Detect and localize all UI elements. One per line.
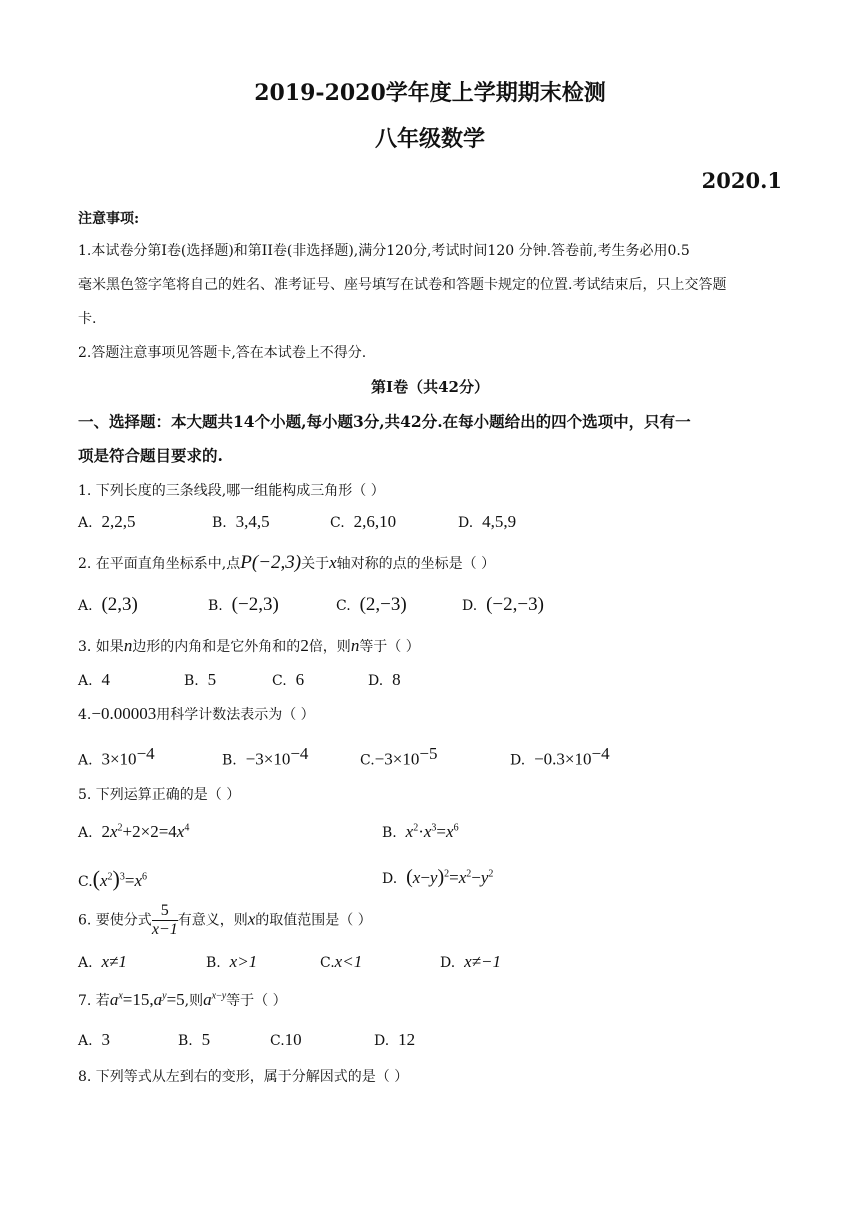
notes-line-1a: 1.本试卷分第Ⅰ卷(选择题)和第II卷(非选择题),满分120分,考试时间120 分钟.答卷前,考生务必用0.5	[78, 243, 690, 259]
notes-line-1b: 毫米黑色签字笔将自己的姓名、准考证号、座号填写在试卷和答题卡规定的位置.考试结束后，只上交答题	[78, 277, 727, 293]
q3-option-c: C. 6	[272, 670, 305, 689]
q1-option-d: D. 4,5,9	[458, 512, 517, 531]
q6-option-c: C.x<1	[320, 952, 363, 971]
q7-option-d: D. 12	[374, 1030, 416, 1049]
section-instructions-b: 项是符合题目要求的.	[78, 446, 223, 465]
q2-option-c: C. (2,−3)	[336, 594, 407, 615]
exam-date: 2020.1	[701, 168, 782, 193]
q5-option-b: B. $x^2\cdot x^3=x^6$	[382, 822, 459, 841]
notes-line-1c: 卡.	[78, 311, 97, 327]
exam-subtitle: 八年级数学	[374, 126, 485, 152]
q6-fraction: $\frac{5}{x-1}$	[151, 902, 178, 938]
exam-title: 2019-2020学年度上学期期末检测	[254, 80, 606, 106]
q5-option-a: A. $2x^2+2\times 2=4x^4$	[78, 822, 190, 841]
q6-option-a: A. x≠1	[78, 952, 127, 971]
q5-option-d: D. $(x-y)^2=x^2-y^2$	[382, 866, 494, 888]
q6-option-b: B. x>1	[206, 952, 258, 971]
q3-option-d: D. 8	[368, 670, 401, 689]
q2-option-b: B. (−2,3)	[208, 594, 279, 615]
notes-line-2: 2.答题注意事项见答题卡,答在本试卷上不得分.	[78, 345, 367, 361]
q2-option-a: A. (2,3)	[78, 594, 138, 615]
q6-option-d: D. x≠−1	[440, 952, 501, 971]
question-2-stem: 2. 在平面直角坐标系中,点P(−2,3)关于x轴对称的点的坐标是（ ）	[78, 552, 496, 573]
section-instructions-a: 一、选择题：本大题共14个小题,每小题3分,共42分.在每小题给出的四个选项中，只有一	[78, 412, 691, 431]
question-5-stem: 5. 下列运算正确的是（ ）	[78, 787, 241, 803]
question-6-stem: 6. 要使分式 $\frac{5}{x-1}$ 有意义，则x的取值范围是（ ）	[78, 902, 372, 938]
q7-option-b: B. 5	[178, 1030, 211, 1049]
q4-option-a: A. $3\times 10^{-4}$	[78, 744, 155, 769]
q4-option-b: B. $-3\times 10^{-4}$	[222, 744, 309, 769]
q1-option-a: A. 2,2,5	[78, 512, 136, 531]
q1-option-c: C. 2,6,10	[330, 512, 397, 531]
question-1-stem: 1. 下列长度的三条线段,哪一组能构成三角形（ ）	[78, 483, 385, 499]
question-4-stem: 4.−0.00003用科学计数法表示为（ ）	[78, 704, 315, 723]
question-3-stem: 3. 如果n边形的内角和是它外角和的2倍，则n等于（ ）	[78, 636, 420, 655]
q7-option-a: A. 3	[78, 1030, 110, 1049]
question-7-stem: 7. 若$a^x=15,a^y=5$,则$a^{x-y}$等于（ ）	[78, 990, 287, 1009]
q2-option-d: D. (−2,−3)	[462, 594, 544, 615]
q5-option-c: $C.(x^2)^3=x^6$	[78, 866, 148, 891]
q1-option-b: B. 3,4,5	[212, 512, 270, 531]
q3-option-a: A. 4	[78, 670, 110, 689]
notes-heading: 注意事项:	[78, 211, 140, 227]
question-8-stem: 8. 下列等式从左到右的变形，属于分解因式的是（ ）	[78, 1069, 409, 1085]
q4-option-c: $C.-3\times 10^{-5}$	[360, 744, 438, 769]
section-title: 第Ⅰ卷（共42分）	[371, 378, 489, 396]
q4-option-d: D. $-0.3\times 10^{-4}$	[510, 744, 610, 769]
q3-option-b: B. 5	[184, 670, 217, 689]
q7-option-c: C.10	[270, 1030, 302, 1049]
